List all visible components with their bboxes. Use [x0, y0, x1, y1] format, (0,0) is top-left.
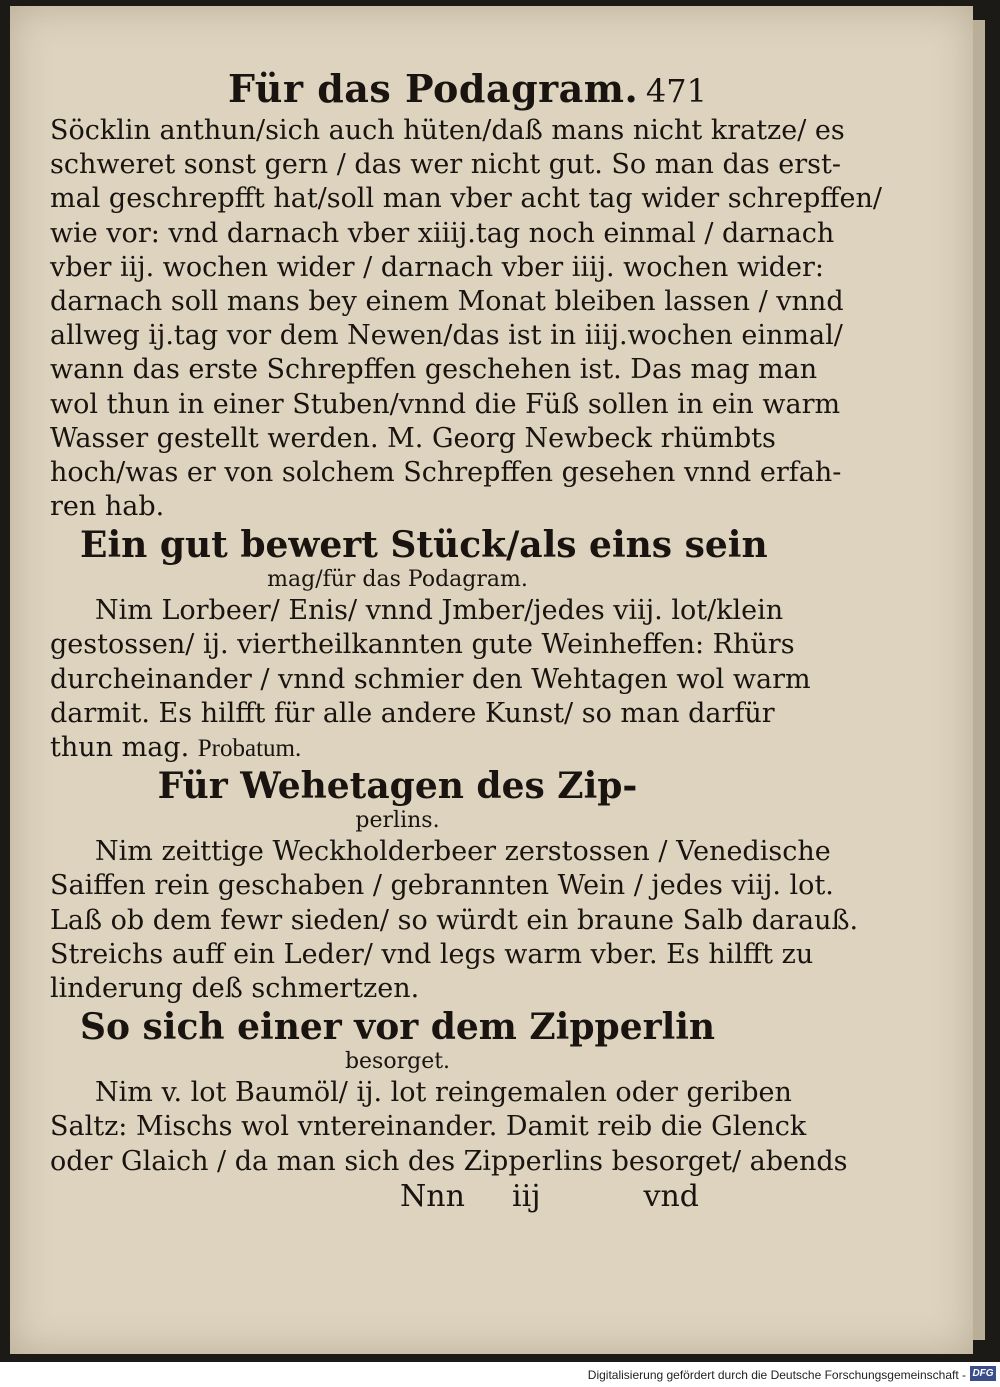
text-line [50, 731, 715, 765]
section-subheading: perlins. [355, 808, 440, 834]
dfg-logo-icon[interactable]: DFG [970, 1366, 996, 1381]
section-recipe-2 [50, 765, 859, 1006]
paragraph-continued [50, 114, 882, 524]
text-line: Saltz: Mischs wol vntereinander. Damit reib die Glenck [50, 1111, 807, 1143]
footer-bar [0, 1362, 1000, 1387]
running-head [50, 66, 715, 114]
section-subheading: besorget. [344, 1049, 451, 1075]
signature-mark: Nnn [400, 1178, 465, 1214]
text-line: Laß ob dem fewr sieden/ so würdt ein braune Salb darauß. [50, 904, 859, 936]
text-line: darmit. Es hilfft für alle andere Kunst/ so man darfür [50, 697, 775, 729]
text-line: Söcklin anthun/sich auch hüten/daß mans nicht kratze/ es [50, 115, 845, 146]
catchline [50, 1179, 715, 1219]
section-recipe-1 [50, 524, 811, 765]
signature-number: iij [512, 1178, 541, 1214]
text-line: Nim v. lot Baumöl/ ij. lot reingemalen oder geriben [95, 1077, 792, 1109]
page-number: 471 [645, 72, 707, 110]
text-line: Nim Lorbeer/ Enis/ vnnd Jmber/jedes viij. lot/klein [95, 595, 784, 627]
text-line: hoch/was er von solchem Schrepffen gesehen vnnd erfah- [50, 456, 842, 488]
section-heading: Ein gut bewert Stück/als eins sein [80, 524, 768, 567]
section-recipe-3 [50, 1006, 848, 1179]
text-line: gestossen/ ij. viertheilkannten gute Weinheffen: Rhürs [50, 629, 795, 661]
probatum-note: Probatum. [197, 735, 302, 762]
text-fragment: thun mag. [50, 732, 190, 763]
text-line: wann das erste Schrepffen geschehen ist. Das mag man [50, 354, 818, 386]
catchword: vnd [643, 1178, 699, 1214]
text-line: wol thun in einer Stuben/vnnd die Füß sollen in ein warm [50, 388, 841, 420]
text-line: darnach soll mans bey einem Monat bleiben lassen / vnnd [50, 285, 844, 317]
text-block [50, 66, 882, 1219]
text-line: Saiffen rein geschaben / gebrannten Wein / jedes viij. lot. [50, 870, 834, 902]
section-subheading: mag/für das Podagram. [267, 567, 528, 593]
section-heading: Für Wehetagen des Zip- [157, 765, 638, 808]
running-title: Für das Podagram. [228, 66, 639, 111]
text-line: ren hab. [50, 491, 165, 523]
text-line: vber iij. wochen wider / darnach vber iiij. wochen wider: [50, 251, 824, 283]
text-line: allweg ij.tag vor dem Newen/das ist in iiij.wochen einmal/ [50, 320, 843, 352]
text-line: wie vor: vnd darnach vber xiiij.tag noch einmal / darnach [50, 217, 835, 249]
page-edge [973, 20, 985, 1340]
text-line: mal geschrepfft hat/soll man vber acht tag wider schrepffen/ [50, 183, 882, 215]
text-line: linderung deß schmertzen. [50, 972, 420, 1004]
footer-credit: Digitalisierung gefördert durch die Deutsche Forschungsgemeinschaft - [587, 1368, 966, 1382]
text-line: schweret sonst gern / das wer nicht gut. So man das erst- [50, 149, 841, 181]
text-line: Nim zeittige Weckholderbeer zerstossen / Venedische [95, 836, 831, 868]
text-line: Wasser gestellt werden. M. Georg Newbeck rhümbts [50, 422, 776, 454]
text-line: oder Glaich / da man sich des Zipperlins besorget/ abends [50, 1145, 848, 1177]
text-line: durcheinander / vnnd schmier den Wehtagen wol warm [50, 663, 811, 695]
section-heading: So sich einer vor dem Zipperlin [80, 1006, 716, 1049]
text-line: Streichs auff ein Leder/ vnd legs warm vber. Es hilfft zu [50, 938, 814, 970]
